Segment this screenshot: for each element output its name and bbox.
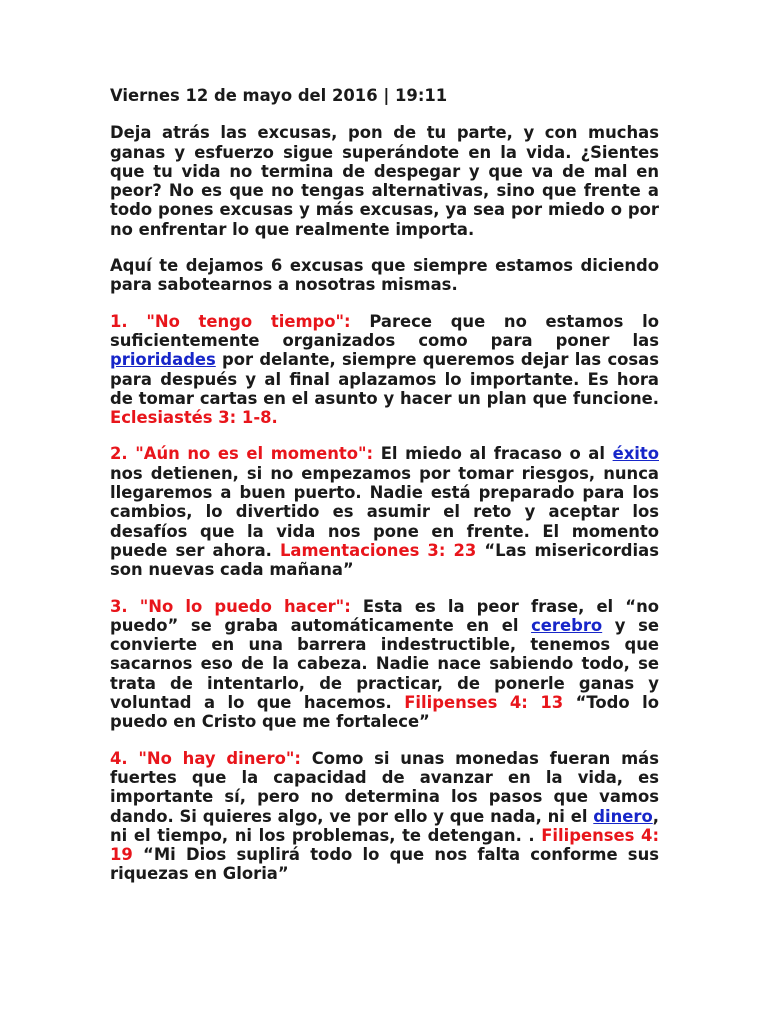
bible-quote: “Todo lo puedo en Cristo que me fortalece” bbox=[110, 693, 660, 732]
excuse-text: Esta es la peor frase, el “no puedo” se graba automáticamente en el bbox=[110, 596, 659, 635]
bible-reference: Lamentaciones 3: 23 bbox=[279, 540, 477, 560]
excuse-text: Como si unas monedas fueran más fuertes que la capacidad de avanzar en la vida, es importante sí, pero no determina los pasos que vamos dando. Si quieres algo, ve por ello y que nada, ni el bbox=[110, 748, 659, 826]
excuse-heading: 1. "No tengo tiempo": bbox=[110, 311, 351, 331]
excuse-item-4 bbox=[110, 749, 659, 884]
lead-paragraph: Aquí te dejamos 6 excusas que siempre estamos diciendo para sabotearnos a nosotras mismas. bbox=[110, 256, 659, 295]
excuse-item-2 bbox=[110, 444, 659, 579]
excuse-text: y se convierte en una barrera indestructible, tenemos que sacarnos eso de la cabeza. Nadie nace sabiendo todo, se trata de intentarlo, de practicar, de ponerle ganas y voluntad a lo que hacemos. bbox=[110, 615, 659, 713]
excuse-text: , ni el tiempo, ni los problemas, te detengan. . bbox=[110, 806, 659, 845]
bible-reference: Filipenses 4: 13 bbox=[404, 693, 564, 713]
bible-reference: Filipenses 4: 19 bbox=[110, 825, 659, 865]
excuse-text: Parece que no estamos lo suficientemente organizados como para poner las bbox=[110, 311, 660, 350]
link-dinero[interactable]: dinero bbox=[593, 806, 653, 826]
bible-quote: “Mi Dios suplirá todo lo que nos falta conforme sus riquezas en Gloria” bbox=[110, 845, 659, 884]
excuse-text: El miedo al fracaso o al bbox=[373, 444, 613, 464]
link-cerebro[interactable]: cerebro bbox=[531, 615, 603, 635]
excuse-text: por delante, siempre queremos dejar las cosas para después y al final aplazamos lo importante. Es hora de tomar cartas en el asunto y hacer un plan que funcione. bbox=[110, 350, 659, 408]
excuse-heading: 4. "No hay dinero": bbox=[110, 748, 301, 768]
excuse-item-3 bbox=[110, 597, 659, 732]
excuse-heading: 2. "Aún no es el momento": bbox=[110, 444, 374, 464]
excuse-item-1 bbox=[110, 312, 659, 428]
bible-reference: Eclesiastés 3: 1-8. bbox=[110, 408, 278, 428]
document-body bbox=[110, 86, 659, 901]
bible-quote: “Las misericordias son nuevas cada mañana” bbox=[110, 540, 659, 580]
intro-paragraph: Deja atrás las excusas, pon de tu parte, y con muchas ganas y esfuerzo sigue superándote en la vida. ¿Sientes que tu vida no termina de despegar y que va de mal en peor? No es que no tengas alternativas, sino que frente a todo pones excusas y más excusas, ya sea por miedo o por no enfrentar lo que realmente importa. bbox=[110, 123, 659, 239]
date-line: Viernes 12 de mayo del 2016 | 19:11 bbox=[110, 86, 448, 105]
excuse-text: nos detienen, si no empezamos por tomar riesgos, nunca llegaremos a buen puerto. Nadie está preparado para los cambios, lo divertido es asumir el reto y aceptar los desafíos que la vida nos pone en frente. El momento puede ser ahora. bbox=[110, 463, 659, 560]
link-exito[interactable]: éxito bbox=[612, 444, 659, 464]
excuse-heading: 3. "No lo puedo hacer": bbox=[110, 596, 351, 616]
link-prioridades[interactable]: prioridades bbox=[110, 350, 216, 370]
